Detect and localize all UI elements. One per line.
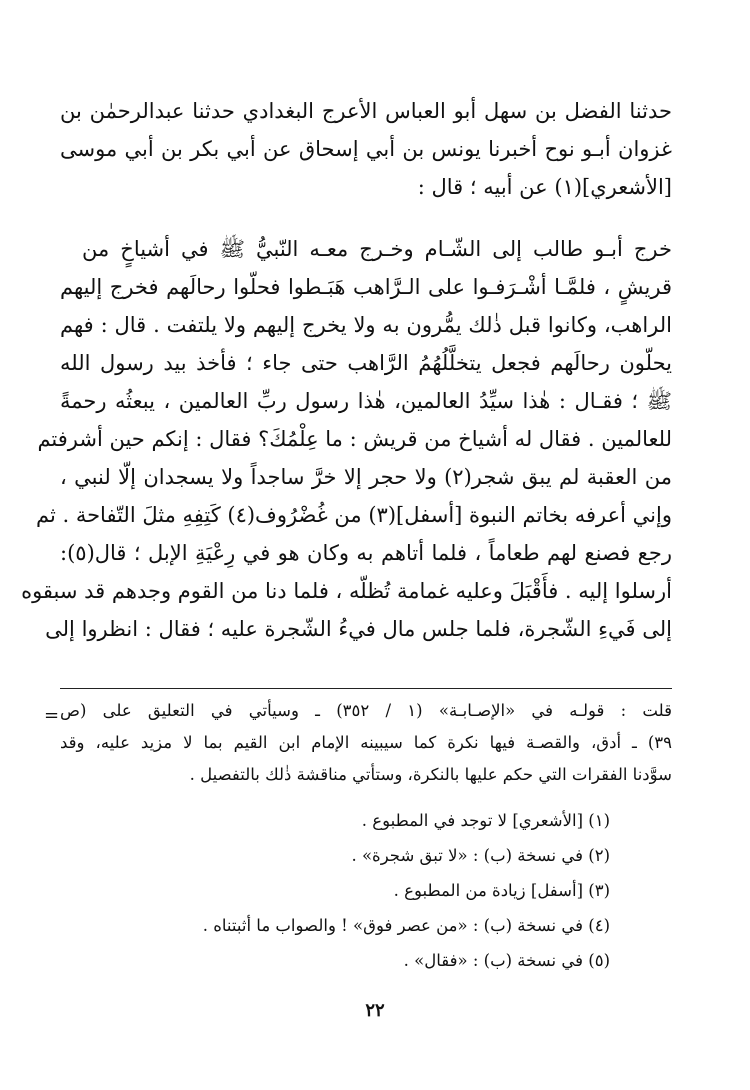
body-line: الراهب، وكانوا قبل ذٰلك يمُّرون به ولا يخرج إليهم ولا يلتفت . قال : فهم — [60, 313, 672, 337]
footnote-5: (٥) في نسخة (ب) : «فقال» . — [403, 951, 610, 970]
intro-line: [الأشعري](١) عن أبيه ؛ قال : — [417, 175, 672, 199]
body-line: أرسلوا إليه . فأَقْبَلَ وعليه غمامة تُظلّه ، فلما دنا من القوم وجدهم قد سبقوه — [21, 579, 672, 603]
footnote-continuation-marker: = — [44, 705, 60, 726]
footnote-continuation-line: قلت : قولـه في «الإصـابـة» (١ / ٣٥٢) ـ وسيأتي في التعليق على (ص — [60, 701, 672, 720]
body-line: وإني أعرفه بخاتم النبوة [أسفل](٣) من غُضْرُوف(٤) كَتِفِهِ مثلَ التّفاحة . ثم — [35, 503, 672, 527]
footnote-continuation-line: ٣٩) ـ أدق، والقصـة فيها نكرة كما سيبينه الإمام ابن القيم بما لا مزيد عليه، وقد — [60, 733, 672, 752]
footnote-continuation-line: سوَّدنا الفقرات التي حكم عليها بالنكرة، وستأتي مناقشة ذٰلك بالتفصيل . — [189, 765, 672, 784]
intro-line: غزوان أبـو نوح أخبرنا يونس بن أبي إسحاق عن أبي بكر بن أبي موسى — [60, 137, 672, 161]
page-number: ٢٢ — [365, 1000, 385, 1021]
footnote-divider — [60, 688, 672, 689]
intro-line: حدثنا الفضل بن سهل أبو العباس الأعرج البغدادي حدثنا عبدالرحمٰن بن — [60, 99, 672, 123]
body-line: رجع فصنع لهم طعاماً ، فلما أتاهم به وكان هو في رِعْيَةِ الإبل ؛ قال(٥): — [60, 541, 672, 565]
body-line: إلى فَيءِ الشّجرة، فلما جلس مال فيءُ الشّجرة عليه ؛ فقال : انظروا إلى — [45, 617, 672, 641]
footnote-2: (٢) في نسخة (ب) : «لا تبق شجرة» . — [351, 846, 610, 865]
body-line: من العقبة لم يبق شجر(٢) ولا حجر إلا خرَّ ساجداً ولا يسجدان إلّا لنبي ، — [60, 465, 672, 489]
footnote-1: (١) [الأشعري] لا توجد في المطبوع . — [361, 811, 610, 830]
footnote-3: (٣) [أسفل] زيادة من المطبوع . — [393, 881, 610, 900]
footnote-4: (٤) في نسخة (ب) : «من عصر فوق» ! والصواب ما أثبتناه . — [202, 916, 610, 935]
body-line: خرج أبـو طالب إلى الشّـام وخـرج معـه النّبيُّ ﷺ في أشياخٍ من — [82, 237, 672, 261]
body-line: ﷺ ؛ فقـال : هٰذا سيِّدُ العالمين، هٰذا رسول ربِّ العالمين ، يبعثُه رحمةً — [60, 389, 672, 413]
body-line: للعالمين . فقال له أشياخ من قريش : ما عِلْمُكَ؟ فقال : إنكم حين أشرفتم — [37, 427, 672, 451]
body-line: يحلّون رحالَهم فجعل يتخلَّلُهُمُ الرَّاهب حتى جاء ؛ فأخذ بيد رسول الله — [60, 351, 672, 375]
body-line: قريشٍ ، فلمَّـا أشْـرَفـوا على الـرَّاهب هَبَـطوا فحلّوا رحالَهم فخرج إليهم — [60, 275, 672, 299]
